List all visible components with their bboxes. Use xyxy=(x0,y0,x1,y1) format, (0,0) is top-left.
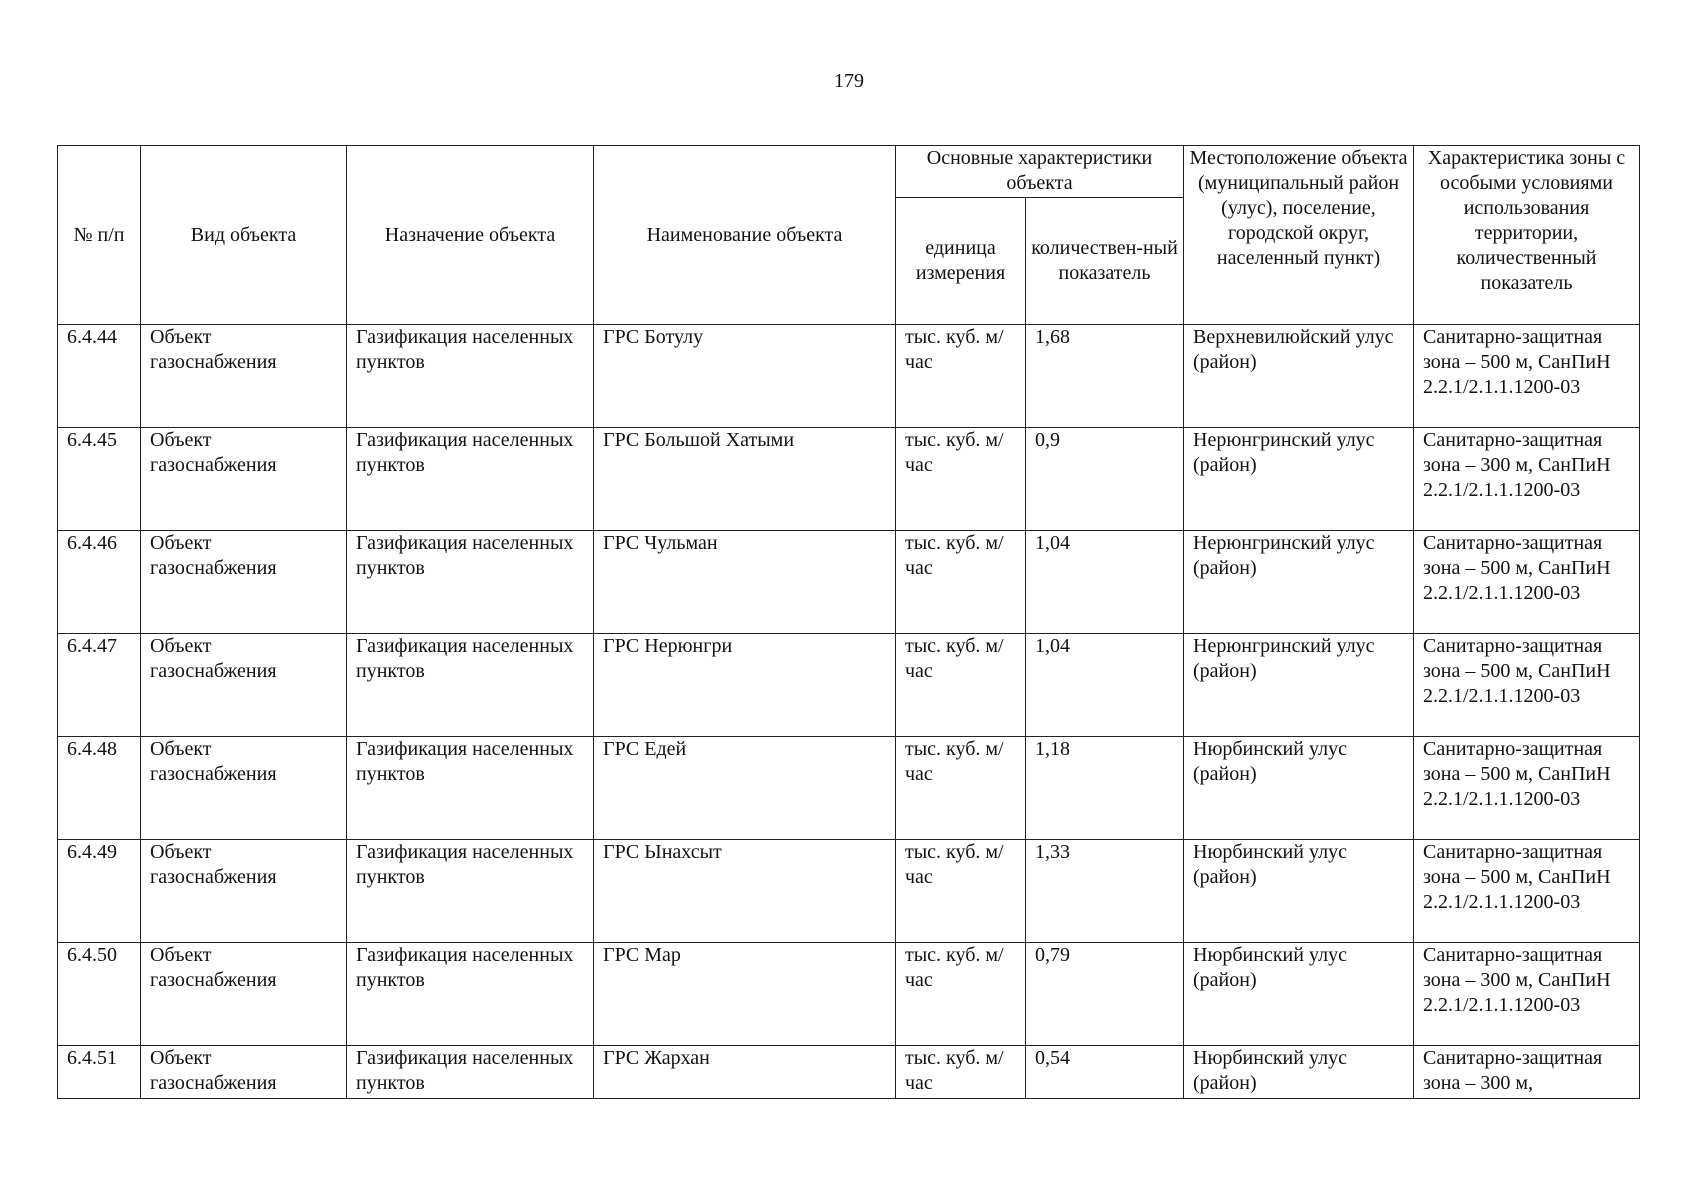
header-name: Наименование объекта xyxy=(594,146,896,325)
cell-purpose: Газификация населенных пунктов xyxy=(347,840,594,943)
cell-zone: Санитарно-защитная зона – 500 м, СанПиН 2.2.1/2.1.1.1200-03 xyxy=(1414,325,1640,428)
cell-unit: тыс. куб. м/час xyxy=(896,943,1026,1046)
cell-zone: Санитарно-защитная зона – 300 м, СанПиН 2.2.1/2.1.1.1200-03 xyxy=(1414,428,1640,531)
cell-quantity-text: 0,54 xyxy=(1035,1047,1070,1069)
table-row xyxy=(58,325,1640,428)
cell-quantity: 1,04 xyxy=(1026,531,1184,634)
cell-purpose xyxy=(347,1046,594,1099)
cell-name: ГРС Ынахсыт xyxy=(594,840,896,943)
cell-zone: Санитарно-защитная зона – 500 м, СанПиН 2.2.1/2.1.1.1200-03 xyxy=(1414,531,1640,634)
cell-purpose: Газификация населенных пунктов xyxy=(347,531,594,634)
cell-zone: Санитарно-защитная зона – 500 м, СанПиН 2.2.1/2.1.1.1200-03 xyxy=(1414,737,1640,840)
header-characteristics: Основные характеристики объекта xyxy=(896,146,1184,198)
cell-num: 6.4.50 xyxy=(58,943,141,1046)
cell-purpose: Газификация населенных пунктов xyxy=(347,634,594,737)
cell-location-text: Нюрбинский улус (район) xyxy=(1193,1047,1347,1094)
cell-location: Нюрбинский улус (район) xyxy=(1184,840,1414,943)
cell-name: ГРС Мар xyxy=(594,943,896,1046)
header-zone: Характеристика зоны с особыми условиями использования территории, количественный показатель xyxy=(1414,146,1640,325)
cell-unit: тыс. куб. м/час xyxy=(896,325,1026,428)
cell-quantity: 1,33 xyxy=(1026,840,1184,943)
cell-location: Верхневилюйский улус (район) xyxy=(1184,325,1414,428)
table-body xyxy=(58,325,1640,1099)
cell-type: Объект газоснабжения xyxy=(141,737,347,840)
cell-location: Нюрбинский улус (район) xyxy=(1184,943,1414,1046)
header-type: Вид объекта xyxy=(141,146,347,325)
cell-type: Объект газоснабжения xyxy=(141,325,347,428)
cell-num: 6.4.47 xyxy=(58,634,141,737)
cell-name: ГРС Ботулу xyxy=(594,325,896,428)
cell-unit: тыс. куб. м/час xyxy=(896,428,1026,531)
table-row xyxy=(58,943,1640,1046)
cell-zone: Санитарно-защитная зона – 500 м, СанПиН 2.2.1/2.1.1.1200-03 xyxy=(1414,840,1640,943)
objects-table xyxy=(57,145,1640,1099)
cell-location: Нерюнгринский улус (район) xyxy=(1184,634,1414,737)
table-row xyxy=(58,634,1640,737)
cell-quantity: 0,9 xyxy=(1026,428,1184,531)
cell-zone xyxy=(1414,1046,1640,1099)
cell-unit: тыс. куб. м/час xyxy=(896,531,1026,634)
cell-type-text: Объект газоснабжения xyxy=(150,1047,277,1094)
cell-location: Нерюнгринский улус (район) xyxy=(1184,428,1414,531)
header-purpose: Назначение объекта xyxy=(347,146,594,325)
cell-quantity: 1,18 xyxy=(1026,737,1184,840)
cell-num: 6.4.44 xyxy=(58,325,141,428)
cell-location: Нюрбинский улус (район) xyxy=(1184,737,1414,840)
cell-name: ГРС Чульман xyxy=(594,531,896,634)
cell-unit: тыс. куб. м/час xyxy=(896,840,1026,943)
cell-type: Объект газоснабжения xyxy=(141,634,347,737)
cell-type: Объект газоснабжения xyxy=(141,943,347,1046)
cell-type xyxy=(141,1046,347,1099)
cell-quantity: 1,04 xyxy=(1026,634,1184,737)
cell-name-text: ГРС Жархан xyxy=(603,1047,710,1069)
cell-unit xyxy=(896,1046,1026,1099)
cell-zone: Санитарно-защитная зона – 300 м, СанПиН 2.2.1/2.1.1.1200-03 xyxy=(1414,943,1640,1046)
cell-purpose: Газификация населенных пунктов xyxy=(347,428,594,531)
cell-unit: тыс. куб. м/час xyxy=(896,737,1026,840)
header-location: Местоположение объекта (муниципальный район (улус), поселение, городской округ, населенный пункт) xyxy=(1184,146,1414,325)
cell-type: Объект газоснабжения xyxy=(141,840,347,943)
cell-quantity: 0,79 xyxy=(1026,943,1184,1046)
table-row xyxy=(58,840,1640,943)
table-row xyxy=(58,531,1640,634)
cell-zone-text: Санитарно-защитная зона – 300 м, xyxy=(1423,1047,1603,1094)
cell-num: 6.4.46 xyxy=(58,531,141,634)
cell-type: Объект газоснабжения xyxy=(141,428,347,531)
cell-name: ГРС Нерюнгри xyxy=(594,634,896,737)
cell-purpose: Газификация населенных пунктов xyxy=(347,943,594,1046)
cell-name: ГРС Большой Хатыми xyxy=(594,428,896,531)
cell-num xyxy=(58,1046,141,1099)
cell-name xyxy=(594,1046,896,1099)
cell-name: ГРС Едей xyxy=(594,737,896,840)
cell-purpose: Газификация населенных пунктов xyxy=(347,325,594,428)
header-num: № п/п xyxy=(58,146,141,325)
header-unit: единица измерения xyxy=(896,198,1026,325)
cell-location: Нерюнгринский улус (район) xyxy=(1184,531,1414,634)
table-row xyxy=(58,428,1640,531)
table-row xyxy=(58,737,1640,840)
cell-purpose: Газификация населенных пунктов xyxy=(347,737,594,840)
header-quantity: количествен-ный показатель xyxy=(1026,198,1184,325)
cell-quantity: 1,68 xyxy=(1026,325,1184,428)
cell-quantity xyxy=(1026,1046,1184,1099)
table-header xyxy=(58,146,1640,325)
cell-unit-text: тыс. куб. м/час xyxy=(905,1047,1004,1094)
page-number: 179 xyxy=(834,70,864,92)
cell-purpose-text: Газификация населенных пунктов xyxy=(356,1047,574,1094)
cell-unit: тыс. куб. м/час xyxy=(896,634,1026,737)
cell-num: 6.4.48 xyxy=(58,737,141,840)
cell-type: Объект газоснабжения xyxy=(141,531,347,634)
cell-zone: Санитарно-защитная зона – 500 м, СанПиН 2.2.1/2.1.1.1200-03 xyxy=(1414,634,1640,737)
cell-location xyxy=(1184,1046,1414,1099)
cell-num-text: 6.4.51 xyxy=(67,1047,117,1069)
cell-num: 6.4.45 xyxy=(58,428,141,531)
cell-num: 6.4.49 xyxy=(58,840,141,943)
table-row xyxy=(58,1046,1640,1099)
